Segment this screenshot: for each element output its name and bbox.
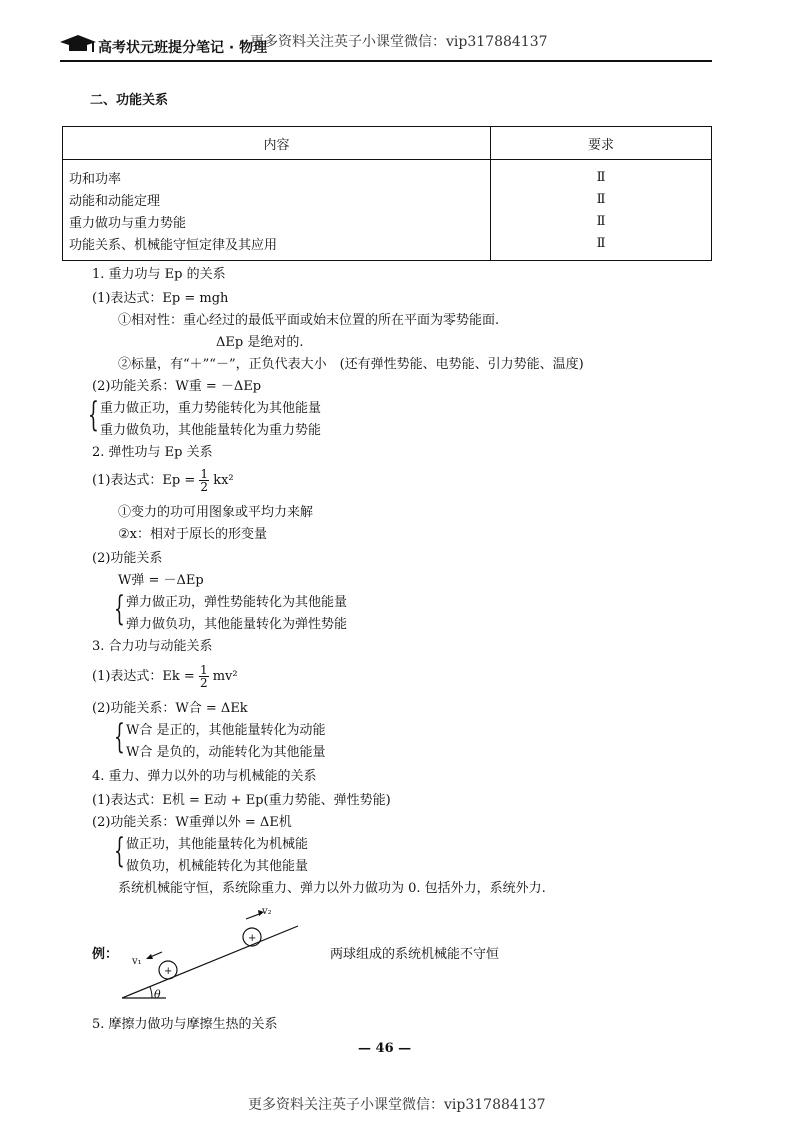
item-3-positive-work: W合 是正的，其他能量转化为动能 bbox=[126, 723, 326, 738]
item-2-expression-suffix: kx² bbox=[213, 473, 234, 488]
table-cell-content: 功能关系、机械能守恒定律及其应用 bbox=[63, 232, 491, 261]
item-5-title: 5. 摩擦力做功与摩擦生热的关系 bbox=[92, 1017, 278, 1032]
mortarboard-icon bbox=[60, 34, 96, 54]
header-title: 高考状元班提分笔记 · 物理 bbox=[98, 40, 268, 56]
incline-diagram bbox=[118, 902, 318, 1006]
table-cell-requirement: Ⅱ bbox=[491, 160, 712, 189]
table-row bbox=[63, 188, 712, 210]
item-3-expression-prefix: (1)表达式：Ek = bbox=[92, 669, 195, 684]
velocity-label-v2: v₂ bbox=[262, 906, 272, 917]
table-row bbox=[63, 232, 712, 261]
item-1-negative-work: 重力做负功，其他能量转化为重力势能 bbox=[100, 423, 322, 438]
table-header-content: 内容 bbox=[63, 127, 491, 160]
fraction-numerator: 1 bbox=[199, 663, 208, 677]
item-1-title: 1. 重力功与 Ep 的关系 bbox=[92, 267, 226, 282]
item-4-relation: (2)功能关系：W重弹以外 = ΔE机 bbox=[92, 815, 292, 830]
item-3-negative-work: W合 是负的，动能转化为其他能量 bbox=[126, 745, 326, 760]
item-1-positive-work: 重力做正功，重力势能转化为其他能量 bbox=[100, 401, 322, 416]
item-2-title: 2. 弹性功与 Ep 关系 bbox=[92, 445, 213, 460]
item-2-deformation: ②x：相对于原长的形变量 bbox=[118, 527, 267, 542]
table-header-requirement: 要求 bbox=[491, 127, 712, 160]
table-cell-content: 功和功率 bbox=[63, 160, 491, 189]
item-3-relation: (2)功能关系：W合 = ΔEk bbox=[92, 701, 248, 716]
brace: { bbox=[88, 395, 99, 435]
svg-text:+: + bbox=[248, 933, 257, 944]
fraction-numerator: 1 bbox=[200, 467, 209, 481]
brace: { bbox=[114, 589, 125, 629]
watermark-bottom: 更多资料关注英子小课堂微信：vip317884137 bbox=[248, 1097, 546, 1113]
table-cell-content: 动能和动能定理 bbox=[63, 188, 491, 210]
page-number: — 46 — bbox=[358, 1041, 412, 1056]
item-4-positive-work: 做正功，其他能量转化为机械能 bbox=[126, 837, 309, 852]
item-2-expression-prefix: (1)表达式：Ep = bbox=[92, 473, 196, 488]
requirements-table bbox=[62, 126, 712, 261]
item-2-variable-force: ①变力的功可用图象或平均力来解 bbox=[118, 505, 314, 520]
table-cell-requirement: Ⅱ bbox=[491, 210, 712, 232]
item-1-scalar: ②标量，有“＋”“－”，正负代表大小 (还有弹性势能、电势能、引力势能、温度) bbox=[118, 357, 584, 372]
brace: { bbox=[114, 831, 125, 871]
item-1-relation: (2)功能关系：W重 = －ΔEp bbox=[92, 379, 262, 394]
item-4-title: 4. 重力、弹力以外的功与机械能的关系 bbox=[92, 769, 317, 784]
example-note: 两球组成的系统机械能不守恒 bbox=[330, 947, 500, 962]
item-1-absolute: ΔEp 是绝对的. bbox=[216, 335, 304, 350]
item-2-negative-work: 弹力做负功，其他能量转化为弹性势能 bbox=[126, 617, 348, 632]
table-cell-requirement: Ⅱ bbox=[491, 232, 712, 261]
header-rule bbox=[60, 60, 712, 62]
item-3-expression bbox=[92, 664, 238, 689]
watermark-top: 更多资料关注英子小课堂微信：vip317884137 bbox=[250, 34, 548, 50]
item-3-expression-suffix: mv² bbox=[212, 669, 238, 684]
item-2-relation-title: (2)功能关系 bbox=[92, 551, 163, 566]
item-2-positive-work: 弹力做正功，弹性势能转化为其他能量 bbox=[126, 595, 348, 610]
table-row bbox=[63, 210, 712, 232]
example-label: 例： bbox=[92, 947, 119, 962]
svg-text:+: + bbox=[164, 966, 173, 977]
item-1-expression: (1)表达式：Ep = mgh bbox=[92, 291, 229, 306]
item-4-conservation-note: 系统机械能守恒，系统除重力、弹力以外力做功为 0. 包括外力，系统外力. bbox=[118, 881, 546, 896]
item-3-title: 3. 合力功与动能关系 bbox=[92, 639, 213, 654]
item-2-relation: W弹 = －ΔEp bbox=[118, 573, 204, 588]
fraction-denominator: 2 bbox=[199, 676, 208, 690]
brace: { bbox=[114, 717, 125, 757]
table-cell-requirement: Ⅱ bbox=[491, 188, 712, 210]
item-4-negative-work: 做负功，机械能转化为其他能量 bbox=[126, 859, 309, 874]
item-2-expression bbox=[92, 468, 234, 493]
section-title: 二、功能关系 bbox=[90, 93, 169, 108]
item-1-relativity: ①相对性：重心经过的最低平面或始末位置的所在平面为零势能面. bbox=[118, 313, 500, 328]
item-4-expression: (1)表达式：E机 = E动 + Ep(重力势能、弹性势能) bbox=[92, 793, 391, 808]
velocity-label-v1: v₁ bbox=[132, 956, 142, 967]
fraction-denominator: 2 bbox=[200, 480, 209, 494]
fraction bbox=[199, 468, 209, 493]
table-row bbox=[63, 160, 712, 189]
table-cell-content: 重力做功与重力势能 bbox=[63, 210, 491, 232]
fraction bbox=[199, 664, 209, 689]
angle-label-theta: θ bbox=[154, 988, 161, 1001]
table-header-row bbox=[63, 127, 712, 160]
